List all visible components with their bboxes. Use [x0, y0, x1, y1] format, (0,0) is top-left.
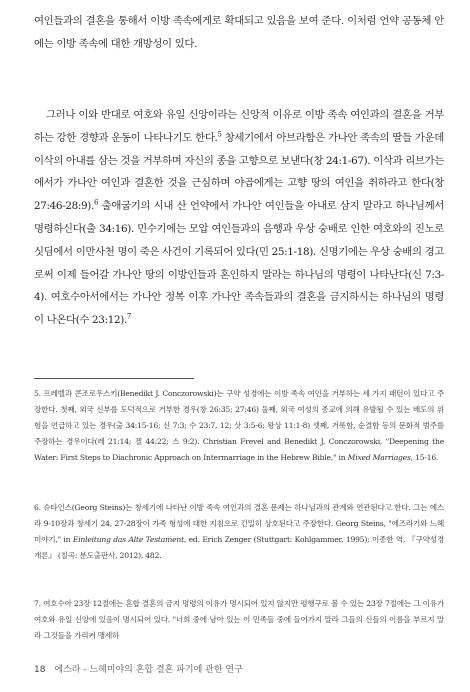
footnote-6-italic: Einleitung das Alte Testament — [72, 535, 184, 544]
footnote-ref-5[interactable]: 5 — [217, 130, 222, 139]
body-paragraph-2 — [34, 104, 444, 332]
footnote-5-text-b: , 15-16. — [410, 453, 439, 462]
footnote-7: 7. 여호수아 23장 12절에는 혼합 결혼의 금지 명령의 이유가 명시되어 있지 않지만 평행구로 볼 수 있는 23장 7절에는 그 이유가 여호와 유일 신앙에 있음이 명시되어 있다. "너희 중에 남아 있는 이 민족들 중에 들어가지 말라 그들의 신들의 이름을 부르지 말라 그것들을 가리켜 맹세하 — [34, 599, 444, 640]
footnote-6-text-b: , ed. Erich Zenger (Stuttgart: Kohlgammer, 1995); 이종한 역, 『구약성경개론』 (칠곡: 분도출판사, 2012), 482. — [34, 535, 444, 560]
footnote-6 — [34, 500, 444, 564]
footnote-divider — [34, 378, 194, 379]
page-number: 18 — [34, 665, 46, 675]
footnote-ref-6[interactable]: 6 — [93, 198, 99, 207]
page-footer — [34, 662, 243, 675]
footnote-5-text-a: 5. 프레벨과 콘조로우스키(Benedikt J. Conczorowski)는 구약 성경에는 이방 족속 여인을 거부하는 세 가지 패턴이 있다고 주장한다. 첫째, 외국 신부를 도덕적으로 거부한 경우(창 26:35; 27:46) 둘째, 외국 여성의 종교에 의해 유발될 수 있는 배도의 위험을 언급하고 있는 경우(출 34:15-16; 신 7:3; 수 23:7, 12; 삿 3:5-6; 왕상 11:1-8) 셋째, 거룩함, 순결함 등의 문화적 범주를 주장하는 경우이다(레 21:14; 겔 44:22; 스 9:2). Christian Frevel and Benedikt J. Conczorowski, "Deepening the Water: First Steps to Diachronic Approach on Intermarriage in the Hebrew Bible," in — [34, 389, 444, 462]
footnote-ref-7[interactable]: 7 — [126, 312, 132, 321]
paragraph-2-part-a: 그러나 이와 반대로 여호와 유일 신앙이라는 신앙적 이유로 이방 족속 여인과의 결혼을 거부하는 강한 경향과 운동이 나타나기도 한다. — [34, 109, 444, 144]
paragraph-2-part-c: 출애굽기의 시내 산 언약에서 가나안 여인들을 아내로 삼지 말라고 하나님께서 명령하신다(출 34:16). 민수기에는 모압 여인들과의 음행과 우상 숭배로 인한 여호와의 진노로 싯딤에서 이만사천 명이 죽은 사건이 기록되어 있다(민 25:1-18). 신명기에는 우상 숭배의 경고로써 이제 들어갈 가나안 땅의 이방인들과 혼인하지 말라는 하나님의 명령이 나타난다(신 7:3-4). 여호수아서에서는 가나안 정복 이후 가나안 족속들과의 결혼을 금지하시는 하나님의 명령이 나온다(수 23:12). — [34, 200, 444, 327]
running-title: 에스라 - 느헤미야의 혼합 결혼 파기에 관한 연구 — [54, 665, 243, 675]
paragraph-2-part-b: 창세기에서 아브라함은 가나안 족속의 딸들 가운데 이삭의 아내를 삼는 것을 거부하며 자신의 종을 고향으로 보낸다(창 24:1-67). 이삭과 리브가는 에서가 가나안 여인과 결혼한 것을 근심하며 야곱에게는 고향 땅의 여인을 취하라고 한다(창 27:46-28:9). — [34, 131, 444, 213]
footnote-5 — [34, 386, 444, 466]
footnote-6-text-a: 6. 슈타인스(Georg Steins)는 창세기에 나타난 이방 족속 여인과의 결혼 문제는 하나님과의 관계와 연관된다고 한다. 그는 에스라 9-10장과 창세기 24, 27-28장이 가족 형성에 대한 지침으로 긴밀히 상호된다고 주장한다. Georg Steins, "에즈라기와 느헤미야기," in — [34, 503, 444, 544]
footnote-5-italic: Mixed Marriages — [347, 453, 411, 462]
body-paragraph-1: 여인들과의 결혼을 통해서 이방 족속에게로 확대되고 있음을 보여 준다. 이처럼 언약 공동체 안에는 이방 족속에 대한 개방성이 있다. — [34, 15, 444, 50]
